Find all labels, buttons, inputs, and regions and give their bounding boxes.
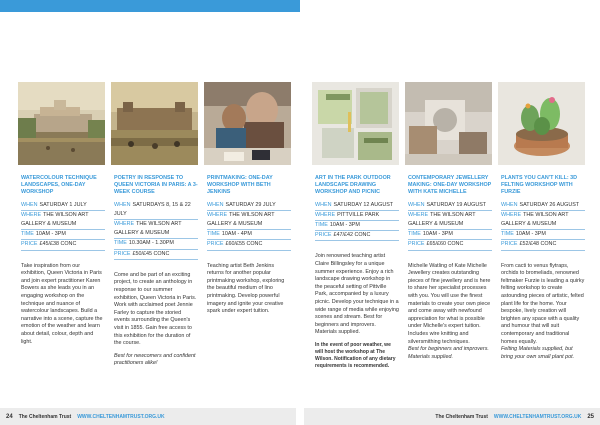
event-price bbox=[501, 240, 585, 250]
event-description: From cacti to venus flytraps, orchids to bromeliads, renowned feltmaker Furzie is leading a quirky felting workshop to create astounding pieces of artistic, felted plant life for the home. Your bespoke, lively creation will brighten any space with a quality and humour that will suit contemporary and traditional homes equally. bbox=[501, 262, 585, 345]
event-description: Michelle Watling of Kate Michelle Jewellery creates outstanding pieces of fine jewellery and is here to share her specialist processes with you. You will use the finest materials to create your own piece and come away with newfound appreciation for what is possible under Michelle's expert tuition. Includes wire knitting and silversmithing techniques. bbox=[408, 262, 491, 345]
event-price bbox=[207, 240, 291, 250]
price-label: PRICE bbox=[315, 232, 332, 239]
time-label: TIME bbox=[207, 231, 220, 238]
event-title: CONTEMPORARY JEWELLERY MAKING: ONE-DAY WORKSHOP WITH KATE MICHELLE bbox=[408, 175, 492, 196]
event-price bbox=[315, 231, 399, 241]
event-card bbox=[111, 82, 198, 368]
event-photo bbox=[312, 82, 399, 165]
where-label: WHERE bbox=[315, 211, 336, 218]
event-description: Take inspiration from our exhibition, Queen Victoria in Paris and join expert practitioner Karen Bowers as she leads you in an engaging workshop on the technique and nuance of watercolour landscapes. Build a narrative into a scene, capture the emotion of the weather and learn about detail, colour, depth and light. bbox=[21, 262, 103, 345]
footer-org-name: The Cheltenham Trust bbox=[435, 413, 488, 420]
event-title: ART IN THE PARK OUTDOOR LANDSCAPE DRAWING WORKSHOP AND PICNIC bbox=[315, 175, 391, 196]
price-value: £47/£42 CONC bbox=[333, 232, 371, 239]
price-label: PRICE bbox=[408, 241, 425, 248]
event-card bbox=[312, 82, 399, 370]
time-label: TIME bbox=[501, 231, 514, 238]
event-photo bbox=[111, 82, 198, 165]
event-where bbox=[408, 211, 492, 230]
price-value: £45/£38 CONC bbox=[39, 241, 77, 248]
event-card bbox=[405, 82, 492, 361]
price-label: PRICE bbox=[21, 241, 38, 248]
time-value: 10AM - 3PM bbox=[422, 231, 453, 238]
where-value: THE WILSON ART GALLERY & MUSEUM bbox=[207, 211, 275, 228]
when-value: SATURDAY 12 AUGUST bbox=[333, 201, 394, 208]
time-label: TIME bbox=[315, 222, 328, 229]
when-label: WHEN bbox=[207, 201, 224, 208]
event-time bbox=[408, 230, 492, 240]
when-label: WHEN bbox=[315, 201, 332, 208]
footer-left bbox=[0, 408, 296, 425]
event-description: Join renowned teaching artist Claire Billingsley for a unique summer experience. Enjoy a rich landscape drawing workshop in the peaceful setting of Pittville Park, accompanied by a luxury picnic. Develop your technique in a wide range of media while enjoying scenes and stream. Best for beginners and improvers. Materials supplied. bbox=[315, 253, 399, 336]
event-description: Teaching artist Beth Jenkins returns for another popular printmaking workshop, exploring the beautiful medium of lino printmaking. Develop powerful imagery and ignite your creative spark under expert tuition. bbox=[207, 262, 285, 315]
event-where bbox=[315, 211, 399, 221]
event-time bbox=[114, 239, 198, 249]
price-label: PRICE bbox=[114, 250, 131, 257]
event-title: PLANTS YOU CAN'T KILL: 3D FELTING WORKSHOP WITH FURZIE bbox=[501, 175, 578, 196]
footer-right bbox=[304, 408, 600, 425]
time-value: 10AM - 4PM bbox=[221, 231, 252, 238]
price-label: PRICE bbox=[207, 241, 224, 248]
event-time bbox=[207, 230, 291, 240]
footer-url: WWW.CHELTENHAMTRUST.ORG.UK bbox=[77, 413, 165, 420]
price-label: PRICE bbox=[501, 241, 518, 248]
page-number: 24 bbox=[6, 413, 13, 420]
where-value: THE WILSON ART GALLERY & MUSEUM bbox=[501, 211, 569, 228]
when-value: SATURDAY 29 JULY bbox=[225, 201, 276, 208]
event-title: PRINTMAKING: ONE-DAY WORKSHOP WITH BETH JENKINS bbox=[207, 175, 273, 196]
when-value: SATURDAY 26 AUGUST bbox=[519, 201, 580, 208]
where-value: THE WILSON ART GALLERY & MUSEUM bbox=[408, 211, 476, 228]
event-where bbox=[114, 220, 198, 239]
event-when bbox=[315, 201, 399, 211]
event-card bbox=[18, 82, 105, 346]
event-card bbox=[204, 82, 291, 316]
when-value: SATURDAYS 8, 15 & 22 JULY bbox=[114, 201, 191, 217]
event-when bbox=[21, 201, 105, 211]
time-value: 10AM - 3PM bbox=[329, 222, 360, 229]
event-note: Best for newcomers and confident practitioners alike! bbox=[114, 352, 196, 367]
event-time bbox=[315, 221, 399, 231]
event-photo bbox=[405, 82, 492, 165]
event-where bbox=[207, 211, 291, 230]
when-value: SATURDAY 1 JULY bbox=[39, 201, 87, 208]
footer-url: WWW.CHELTENHAMTRUST.ORG.UK bbox=[493, 413, 582, 420]
where-value: PITTVILLE PARK bbox=[337, 211, 380, 218]
event-photo bbox=[498, 82, 585, 165]
event-title: POETRY IN RESPONSE TO QUEEN VICTORIA IN PARIS: A 3-WEEK COURSE bbox=[114, 175, 198, 196]
event-when bbox=[114, 201, 198, 220]
page-number: 25 bbox=[587, 413, 594, 420]
time-value: 10.30AM - 1.30PM bbox=[128, 240, 174, 247]
price-value: £65/£60 CONC bbox=[426, 241, 464, 248]
where-value: THE WILSON ART GALLERY & MUSEUM bbox=[21, 211, 89, 228]
event-title: WATERCOLOUR TECHNIQUE LANDSCAPES, ONE-DAY WORKSHOP bbox=[21, 175, 97, 196]
event-when bbox=[207, 201, 291, 211]
footer-org-name: The Cheltenham Trust bbox=[18, 413, 72, 420]
when-value: SATURDAY 19 AUGUST bbox=[426, 201, 487, 208]
event-price bbox=[114, 250, 198, 260]
event-photo bbox=[204, 82, 291, 165]
where-label: WHERE bbox=[408, 211, 429, 218]
event-when bbox=[408, 201, 492, 211]
event-where bbox=[501, 211, 585, 230]
when-label: WHEN bbox=[501, 201, 518, 208]
where-label: WHERE bbox=[207, 211, 228, 218]
time-label: TIME bbox=[21, 231, 34, 238]
price-value: £52/£48 CONC bbox=[519, 241, 557, 248]
event-price bbox=[21, 240, 105, 250]
time-label: TIME bbox=[114, 240, 127, 247]
event-note: Best for beginners and improvers. Materials supplied. bbox=[408, 346, 489, 360]
when-label: WHEN bbox=[21, 201, 38, 208]
event-card bbox=[498, 82, 585, 361]
event-time bbox=[501, 230, 585, 240]
price-value: £60/£55 CONC bbox=[225, 241, 263, 248]
price-value: £50/£45 CONC bbox=[132, 250, 170, 257]
time-value: 10AM - 3PM bbox=[35, 231, 66, 238]
where-label: WHERE bbox=[501, 211, 522, 218]
event-price bbox=[408, 240, 492, 250]
time-label: TIME bbox=[408, 231, 421, 238]
event-when bbox=[501, 201, 585, 211]
event-where bbox=[21, 211, 105, 230]
header-color-bar bbox=[0, 0, 300, 12]
event-photo bbox=[18, 82, 105, 165]
event-note: Felting Materials supplied, but bring your own small plant pot. bbox=[501, 346, 575, 360]
where-label: WHERE bbox=[114, 221, 135, 228]
when-label: WHEN bbox=[114, 201, 131, 208]
where-value: THE WILSON ART GALLERY & MUSEUM bbox=[114, 221, 182, 237]
event-note: In the event of poor weather, we will host the workshop at The Wilson. Notification of any dietary requirements is recommended. bbox=[315, 341, 396, 369]
when-label: WHEN bbox=[408, 201, 425, 208]
event-time bbox=[21, 230, 105, 240]
where-label: WHERE bbox=[21, 211, 42, 218]
time-value: 10AM - 3PM bbox=[515, 231, 546, 238]
event-description: Come and be part of an exciting project, to create an anthology in response to our summer exhibition, Queen Victoria in Paris. Work with acclaimed poet Jennie Farley to capture the storied events surrounding the Queen's visit in 1855. Gain free access to this exhibition for the duration of the course. bbox=[114, 271, 197, 347]
